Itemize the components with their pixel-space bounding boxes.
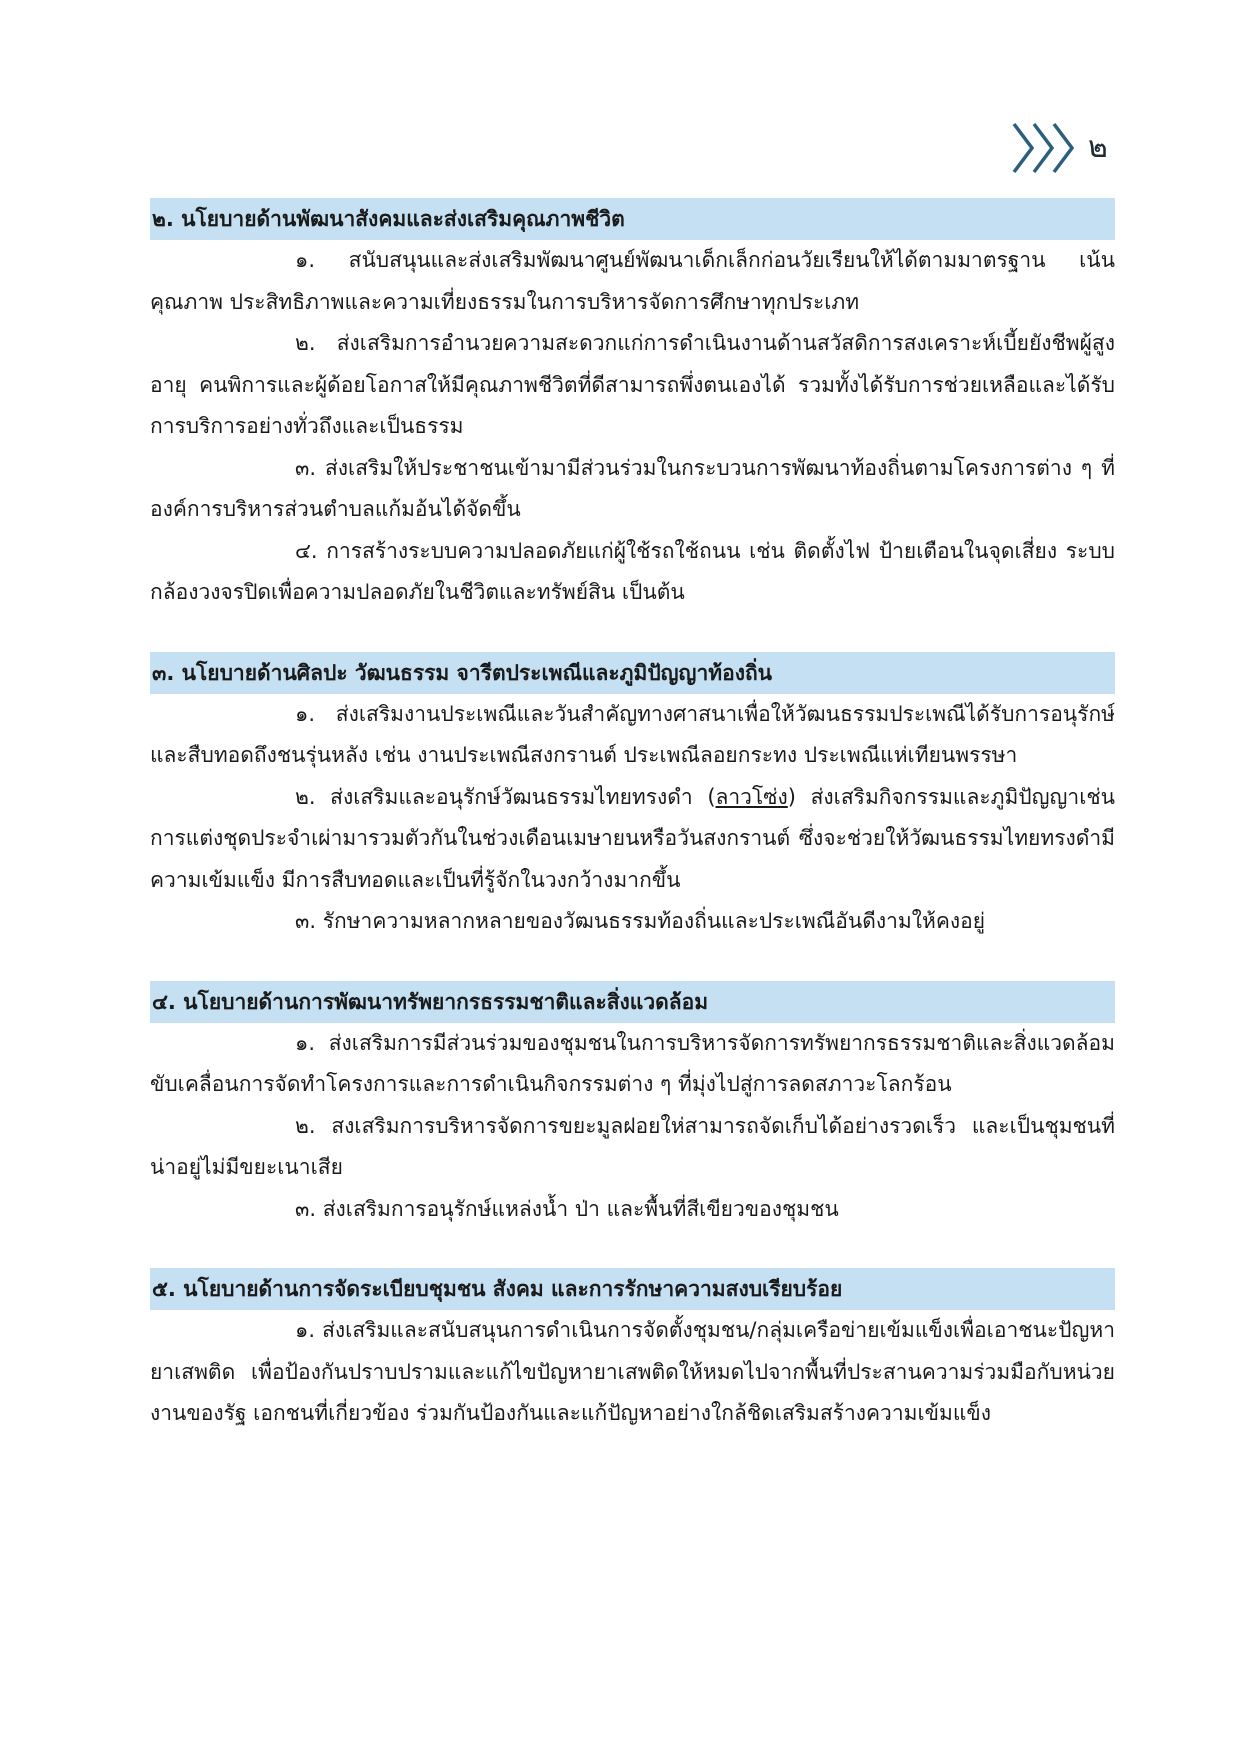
policy-item: ๑. ส่งเสริมการมีส่วนร่วมของชุมชนในการบริหารจัดการทรัพยากรธรรมชาติและสิ่งแวดล้อม ขับเคลื่อนการจัดทำโครงการและการดำเนินกิจกรรมต่าง ๆ ที่มุ่งไปสู่การลดสภาวะโลกร้อน (150, 1030, 1115, 1096)
policy-item: ๒. ส่งเสริมการอำนวยความสะดวกแก่การดำเนินงานด้านสวัสดิการสงเคราะห์เบี้ยยังชีพผู้สูงอายุ คนพิการและผู้ด้อยโอกาสให้มีคุณภาพชีวิตที่ดีสามารถพึ่งตนเองได้ รวมทั้งได้รับการช่วยเหลือและได้รับการบริการอย่างทั่วถึงและเป็นธรรม (150, 331, 1115, 438)
underlined-term: ลาวโซ่ง (715, 784, 788, 809)
section-natural-resources (150, 981, 1115, 1231)
page-number-block (1010, 118, 1108, 178)
policy-item: ๔. การสร้างระบบความปลอดภัยแก่ผู้ใช้รถใช้ถนน เช่น ติดตั้งไฟ ป้ายเตือนในจุดเสี่ยง ระบบกล้องวงจรปิดเพื่อความปลอดภัยในชีวิตและทรัพย์สิน เป็นต้น (150, 538, 1115, 604)
section-arts-culture (150, 652, 1115, 943)
section-heading: ๕. นโยบายด้านการจัดระเบียบชุมชน สังคม และการรักษาความสงบเรียบร้อย (150, 1268, 1115, 1310)
policy-item: ๓. ส่งเสริมการอนุรักษ์แหล่งน้ำ ป่า และพื้นที่สีเขียวของชุมชน (295, 1196, 839, 1221)
document-body (150, 198, 1115, 1473)
triple-chevron-right-icon (1010, 120, 1076, 176)
page-number: ๒ (1088, 130, 1108, 165)
section-community-order (150, 1268, 1115, 1435)
policy-item: ๑. ส่งเสริมและสนับสนุนการดำเนินการจัดตั้งชุมชน/กลุ่มเครือข่ายเข้มแข็งเพื่อเอาชนะปัญหายาเสพติด เพื่อป้องกันปราบปรามและแก้ไขปัญหายาเสพติดให้หมดไปจากพื้นที่ประสานความร่วมมือกับหน่วยงานของรัฐ เอกชนที่เกี่ยวข้อง ร่วมกันป้องกันและแก้ปัญหาอย่างใกล้ชิดเสริมสร้างความเข้มแข็ง (150, 1318, 1115, 1425)
section-social-development (150, 198, 1115, 614)
policy-item: ๒. สงเสริมการบริหารจัดการขยะมูลฝอยให่สามารถจัดเก็บได้อย่างรวดเร็ว และเป็นชุมชนที่น่าอยู่ไม่มีขยะเนาเสีย (150, 1113, 1115, 1179)
section-heading: ๓. นโยบายด้านศิลปะ วัฒนธรรม จารีตประเพณีและภูมิปัญญาท้องถิ่น (150, 652, 1115, 694)
policy-item-text: ๒. ส่งเสริมและอนุรักษ์วัฒนธรรมไทยทรงดำ ( (295, 784, 716, 809)
section-heading: ๔. นโยบายด้านการพัฒนาทรัพยากรธรรมชาติและสิ่งแวดล้อม (150, 981, 1115, 1023)
section-heading: ๒. นโยบายด้านพัฒนาสังคมและส่งเสริมคุณภาพชีวิต (150, 198, 1115, 240)
policy-item: ๓. รักษาความหลากหลายของวัฒนธรรมท้องถิ่นและประเพณีอันดีงามให้คงอยู่ (295, 909, 986, 933)
policy-item: ๑. ส่งเสริมงานประเพณีและวันสำคัญทางศาสนาเพื่อให้วัฒนธรรมประเพณีได้รับการอนุรักษ์และสืบทอดถึงชนรุ่นหลัง เช่น งานประเพณีสงกรานต์ ประเพณีลอยกระทง ประเพณีแห่เทียนพรรษา (150, 701, 1115, 767)
policy-item: ๑. สนับสนุนและส่งเสริมพัฒนาศูนย์พัฒนาเด็กเล็กก่อนวัยเรียนให้ได้ตามมาตรฐาน เน้นคุณภาพ ประสิทธิภาพและความเที่ยงธรรมในการบริหารจัดการศึกษาทุกประเภท (150, 248, 1115, 314)
policy-item: ๓. ส่งเสริมให้ประชาชนเข้ามามีส่วนร่วมในกระบวนการพัฒนาท้องถิ่นตามโครงการต่าง ๆ ที่องค์การบริหารส่วนตำบลแก้มอ้นได้จัดขึ้น (150, 455, 1115, 521)
policy-item-text: ) ส่งเสริมกิจกรรมและภูมิปัญญาเช่น การแต่งชุดประจำเผ่ามารวมตัวกันในช่วงเดือนเมษายนหรือวันสงกรานต์ ซึ่งจะช่วยให้วัฒนธรรมไทยทรงดำมีความเข้มแข็ง มีการสืบทอดและเป็นที่รู้จักในวงกว้างมากขึ้น (150, 784, 1115, 892)
policy-item (150, 777, 1115, 902)
